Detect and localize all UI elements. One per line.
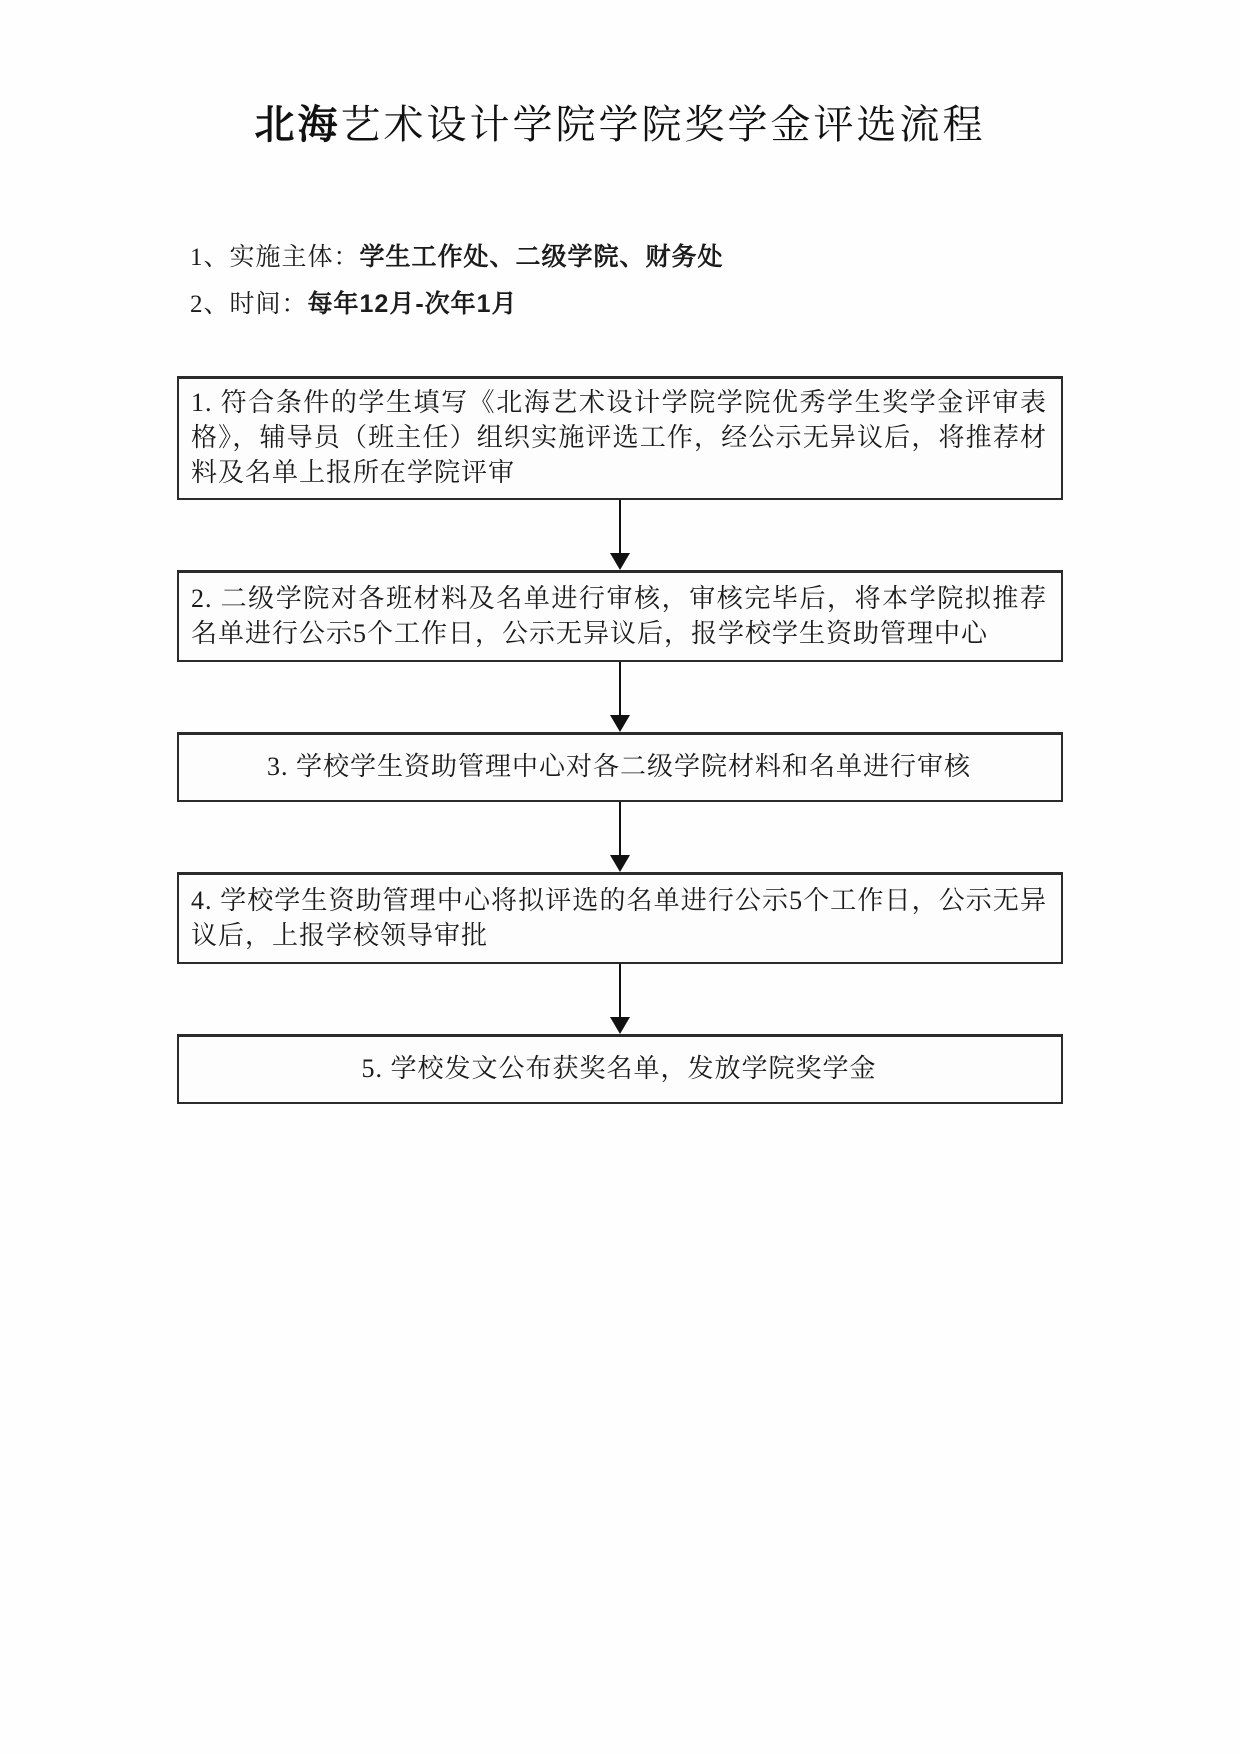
arrow-line [619, 500, 621, 557]
flow-arrow-2 [177, 662, 1063, 732]
arrow-line [619, 662, 621, 719]
info-item-subject-value: 学生工作处、二级学院、财务处 [359, 243, 724, 271]
arrow-line [619, 964, 621, 1021]
info-item-time-value: 每年12月-次年1月 [307, 290, 518, 318]
flow-step-1 [177, 376, 1063, 500]
arrow-down-icon [610, 855, 630, 872]
flow-step-5 [177, 1034, 1063, 1104]
flow-step-2-text: 2. 二级学院对各班材料及名单进行审核，审核完毕后，将本学院拟推荐名单进行公示5个工作日，公示无异议后，报学校学生资助管理中心 [191, 583, 1047, 648]
flow-step-4-text: 4. 学校学生资助管理中心将拟评选的名单进行公示5个工作日，公示无异议后，上报学校领导审批 [191, 885, 1047, 950]
flow-step-3-text: 3. 学校学生资助管理中心对各二级学院材料和名单进行审核 [266, 752, 971, 781]
info-item-time [190, 281, 1240, 328]
flowchart [177, 376, 1063, 1104]
page-title-rest: 艺术设计学院学院奖学金评选流程 [340, 103, 986, 147]
info-item-subject [190, 234, 1240, 281]
info-item-subject-label: 1、实施主体： [190, 244, 360, 271]
arrow-down-icon [610, 553, 630, 570]
flow-arrow-4 [177, 964, 1063, 1034]
flow-arrow-1 [177, 500, 1063, 570]
flow-step-3 [177, 732, 1063, 802]
arrow-down-icon [610, 715, 630, 732]
flow-step-1-text: 1. 符合条件的学生填写《北海艺术设计学院学院优秀学生奖学金评审表格》，辅导员（班主任）组织实施评选工作，经公示无异议后，将推荐材料及名单上报所在学院评审 [191, 388, 1047, 487]
flow-arrow-3 [177, 802, 1063, 872]
page-title-prefix: 北海 [254, 103, 341, 147]
arrow-down-icon [610, 1017, 630, 1034]
flow-step-4 [177, 872, 1063, 964]
flow-step-2 [177, 570, 1063, 662]
arrow-line [619, 802, 621, 859]
info-item-time-label: 2、时间： [190, 291, 308, 318]
info-list [190, 234, 1240, 328]
flow-step-5-text: 5. 学校发文公布获奖名单，发放学院奖学金 [361, 1054, 877, 1083]
page-title [0, 0, 1240, 150]
